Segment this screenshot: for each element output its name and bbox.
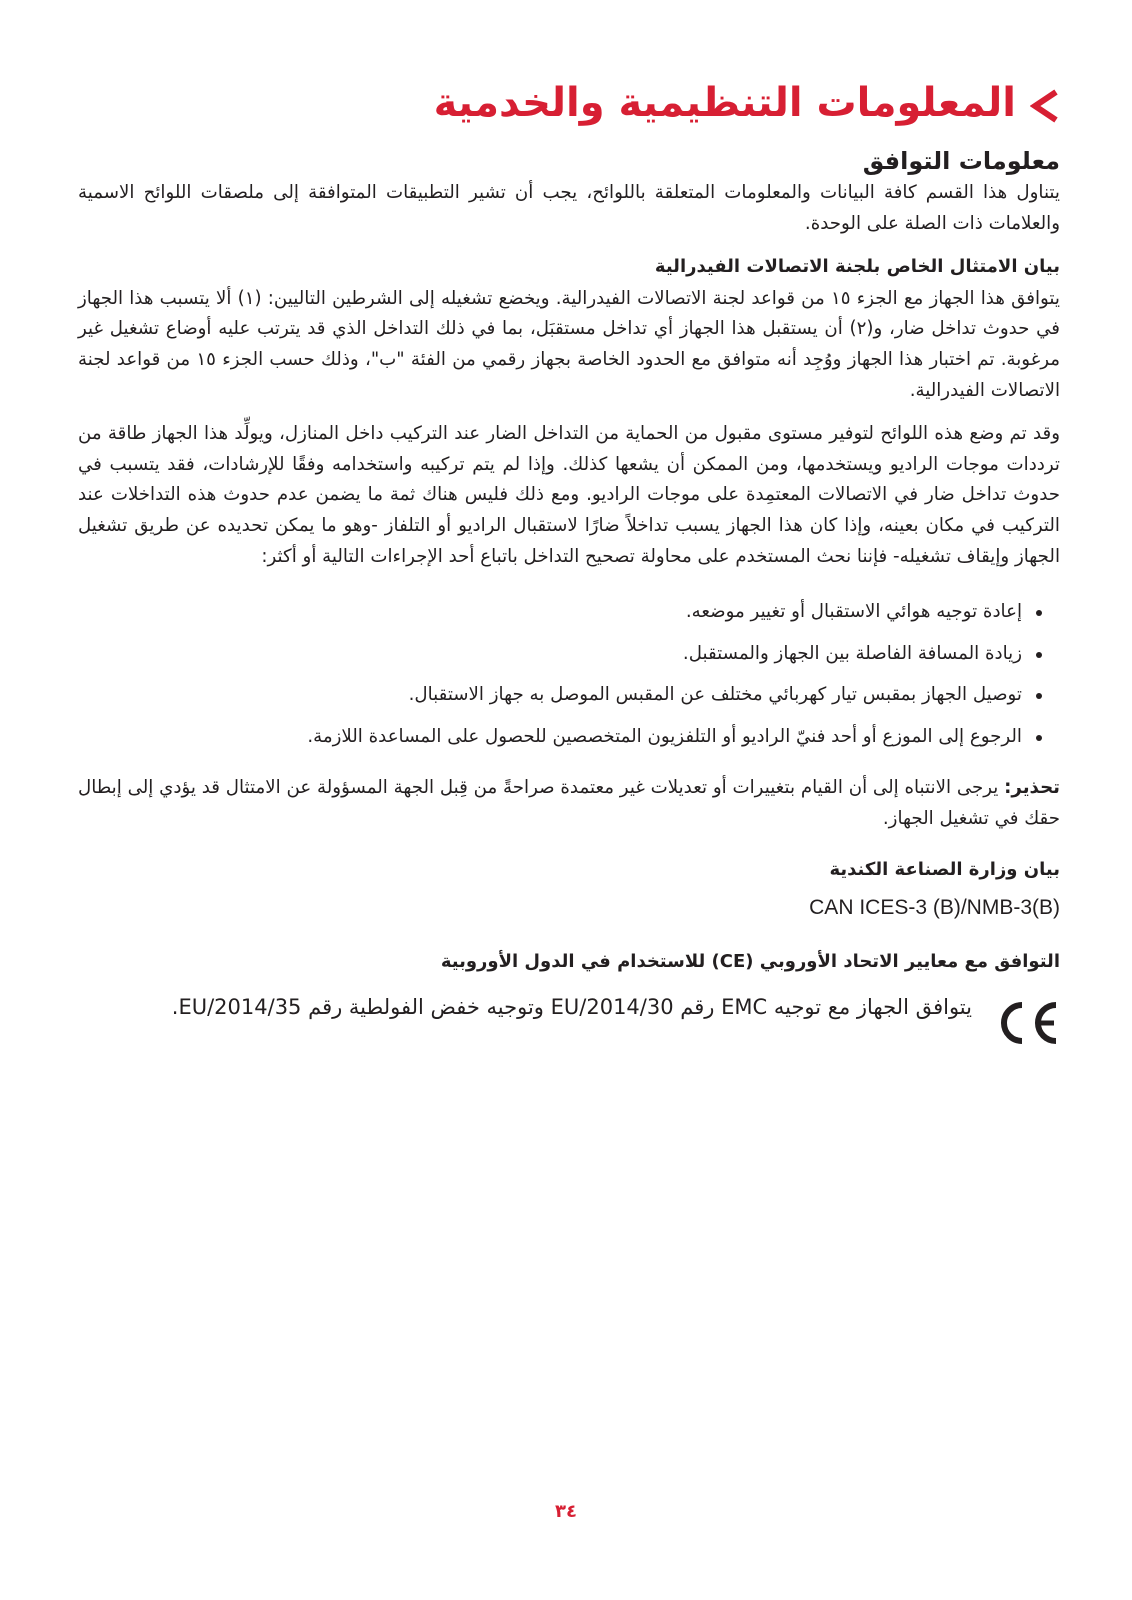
interference-measures-list: [78, 597, 1060, 753]
fcc-heading: بيان الامتثال الخاص بلجنة الاتصالات الفيدرالية: [654, 255, 1060, 277]
compliance-text: يتناول هذا القسم كافة البيانات والمعلومات المتعلقة باللوائح، يجب أن تشير التطبيقات المتوافقة إلى ملصقات اللوائح الاسمية والعلامات ذات الصلة على الوحدة.: [78, 182, 1060, 234]
warning-paragraph: [78, 773, 1060, 835]
list-item: توصيل الجهاز بمقبس تيار كهربائي مختلف عن المقبس الموصل به جهاز الاستقبال.: [78, 680, 1042, 711]
list-item: إعادة توجيه هوائي الاستقبال أو تغيير موضعه.: [78, 597, 1042, 628]
warning-label: تحذير:: [1004, 776, 1060, 798]
page-title: المعلومات التنظيمية والخدمية: [433, 80, 1016, 126]
fcc-paragraph-1: يتوافق هذا الجهاز مع الجزء ١٥ من قواعد لجنة الاتصالات الفيدرالية. ويخضع تشغيله إلى الشرطين التاليين: (١) ألا يتسبب هذا الجهاز في حدوث تداخل ضار، و(٢) أن يستقبل هذا الجهاز أي تداخل مستقبَل، بما في ذلك التداخل الذي قد يترتب عليه أوضاع تشغيل غير مرغوبة. تم اختبار هذا الجهاز ووُجِد أنه متوافق مع الحدود الخاصة بجهاز رقمي من الفئة "ب"، وذلك حسب الجزء ١٥ من قواعد لجنة الاتصالات الفيدرالية.: [78, 287, 1060, 401]
page-content: [78, 70, 1060, 1047]
industry-canada-code: CAN ICES-3 (B)/NMB-3(B): [809, 895, 1060, 919]
compliance-heading: معلومات التوافق: [862, 147, 1060, 175]
chevron-left-icon: [1030, 89, 1060, 123]
fcc-paragraph-2: وقد تم وضع هذه اللوائح لتوفير مستوى مقبول من الحماية من التداخل الضار عند التركيب داخل المنازل، ويولِّد هذا الجهاز طاقة من ترددات موجات الراديو ويستخدمها، ومن الممكن أن يشعها كذلك. وإذا لم يتم تركيبه واستخدامه وفقًا للإرشادات، فقد يتسبب في حدوث تداخل ضار في الاتصالات المعتمِدة على موجات الراديو. ومع ذلك فليس هناك ثمة ما يضمن عدم حدوث هذه التداخلات عند التركيب في مكان بعينه، وإذا كان هذا الجهاز يسبب تداخلاً ضارًا لاستقبال الراديو أو التلفاز -وهو ما يمكن تحديده عن طريق تشغيل الجهاز وإيقاف تشغيله- فإننا نحث المستخدم على محاولة تصحيح التداخل باتباع أحد الإجراءات التالية أو أكثر:: [78, 422, 1060, 567]
industry-canada-heading: بيان وزارة الصناعة الكندية: [829, 858, 1060, 880]
list-item: زيادة المسافة الفاصلة بين الجهاز والمستقبل.: [78, 639, 1042, 670]
ce-heading: التوافق مع معايير الاتحاد الأوروبي (CE) للاستخدام في الدول الأوروبية: [440, 950, 1060, 972]
list-item: الرجوع إلى الموزع أو أحد فنيّ الراديو أو التلفزيون المتخصصين للحصول على المساعدة اللازمة.: [78, 722, 1042, 753]
ce-mark-icon: [994, 999, 1060, 1047]
ce-compliance-text: يتوافق الجهاز مع توجيه EMC رقم 2014/30/EU وتوجيه خفض الفولطية رقم 2014/35/EU.: [171, 994, 972, 1019]
page-number: ٣٤: [555, 1501, 577, 1522]
title-row: [78, 70, 1060, 136]
warning-text: يرجى الانتباه إلى أن القيام بتغييرات أو تعديلات غير معتمدة صراحةً من قِبل الجهة المسؤولة عن الامتثال قد يؤدي إلى إبطال حقك في تشغيل الجهاز.: [78, 776, 1060, 829]
ce-compliance-row: [78, 991, 1060, 1047]
